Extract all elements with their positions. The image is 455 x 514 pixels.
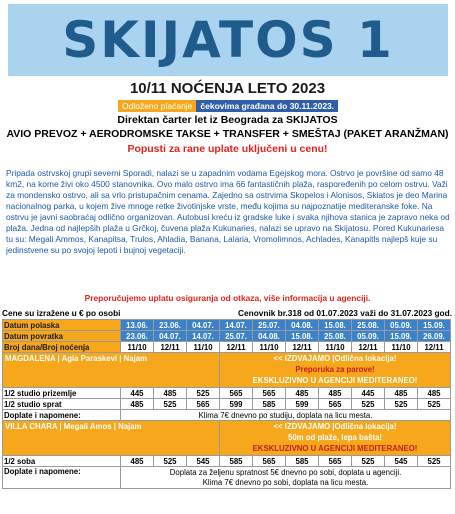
nights-row: [3, 342, 451, 353]
page-title: SKIJATOS 1: [62, 11, 394, 69]
price-cell: 445: [352, 388, 385, 399]
price-cell: 525: [352, 399, 385, 410]
hotel2-promo-line1: << IZDVAJAMO |Odlična lokacija!: [273, 422, 397, 431]
price-cell: 585: [286, 456, 319, 467]
nights-value: 12/11: [352, 342, 385, 353]
departure-date: 15.08.: [319, 320, 352, 331]
return-date: 25.08.: [319, 331, 352, 342]
nights-value: 12/11: [220, 342, 253, 353]
package-line: AVIO PREVOZ + AERODROMSKE TAKSE + TRANSFER + SMEŠTAJ (PAKET ARANŽMAN): [6, 128, 449, 140]
nights-value: 11/10: [385, 342, 418, 353]
departure-date: 13.06.: [121, 320, 154, 331]
price-cell: 485: [418, 388, 451, 399]
price-cell: 445: [121, 388, 154, 399]
price-cell: 565: [319, 456, 352, 467]
return-date: 23.06.: [121, 331, 154, 342]
price-cell: 485: [385, 388, 418, 399]
return-date: 15.08.: [286, 331, 319, 342]
departure-date: 05.09.: [385, 320, 418, 331]
nights-value: 11/10: [187, 342, 220, 353]
price-note: [2, 308, 452, 318]
table-row: [3, 399, 451, 410]
insurance-note: Preporučujemo uplatu osiguranja od otkaza, više informacija u agenciji.: [84, 293, 371, 303]
payment-promo: [118, 100, 338, 112]
hotel2-name: VILLA CHARA | Megali Amos | Najam: [3, 421, 220, 456]
departure-date: 14.07.: [220, 320, 253, 331]
hotel2-promo-line3: EKSKLUZIVNO U AGENCIJI MEDITERANEO!: [252, 444, 418, 453]
description: Pripada ostrvskoj grupi severni Sporadi, nalazi se u zapadnim vodama Egejskog mora. Ostrvo je površine od samo 48 km2, na kome živi oko 4500 stanovnika. Ovo malo ostrvo ima 66 fantastičnih plaža, raspoređenih po celom ostrvu. Važi za mondensko ostrvo, ali sa vrlo pristupačnim cenama. Zajedno sa ostrvima Skopelos i Alonisos, Skiatos je deo Marina nacionalnog parka, u kojem žive mnoge retke životinjske vrste, među kojima su najpoznatije mediteranske foke. Na ostrvu je javni saobraćaj odlično organizovan. Autobusi kreću iz gradske luke i svaka njihova stanica je zapravo neka od plaža. Jedna od najlepših plaža u Grčkoj, čuvena plaža Kukunaries, nalazi se upravo na Skijatosu. Pored Kukunariesa tu su: Megali Ammos, Kanapitsa, Trulos, Ahladia, Banana, Lalaria, Vromolimnos, Achlades, Kanapitls najlepš kuje su jedinstvene su po svojoj lepoti i bujnoj vegetaciji.: [6, 168, 450, 255]
price-cell: 485: [121, 456, 154, 467]
title-banner: [8, 4, 448, 76]
price-cell: 525: [418, 456, 451, 467]
departure-date: 04.08.: [286, 320, 319, 331]
footnote-label: Doplate i napomene:: [3, 467, 121, 489]
table-row: [3, 456, 451, 467]
nights-value: 11/10: [121, 342, 154, 353]
nights-value: 12/11: [154, 342, 187, 353]
price-note-left: Cene su izražene u € po osobi: [2, 308, 121, 318]
price-cell: 525: [154, 456, 187, 467]
hotel1-promo-line3: EKSKLUZIVNO U AGENCIJI MEDITERANEO!: [252, 376, 418, 385]
room-label: 1/2 studio sprat: [3, 399, 121, 410]
price-cell: 485: [319, 388, 352, 399]
hotel2-promo: [220, 421, 451, 456]
payment-promo-right: čekovima građana do 30.11.2023.: [196, 100, 338, 112]
return-date: 26.09.: [418, 331, 451, 342]
price-cell: 565: [187, 399, 220, 410]
price-cell: 565: [253, 456, 286, 467]
room-label: 1/2 soba: [3, 456, 121, 467]
price-cell: 565: [220, 388, 253, 399]
hotel2-promo-line2: 50m od plaže, lepa bašta!: [287, 433, 383, 442]
price-cell: 585: [253, 399, 286, 410]
return-row: [3, 331, 451, 342]
footnote-text: [121, 467, 451, 489]
price-cell: 599: [220, 399, 253, 410]
return-label: Datum povratka: [3, 331, 121, 342]
departure-date: 04.07.: [187, 320, 220, 331]
payment-promo-left: Odloženo plaćanje: [118, 100, 196, 112]
subtitle: 10/11 NOĆENJA LETO 2023: [129, 80, 326, 97]
hotel2-footnote-row: [3, 467, 451, 489]
price-cell: 525: [187, 388, 220, 399]
hotel1-promo-line2: Preporuka za parove!: [295, 365, 375, 374]
price-cell: 565: [253, 388, 286, 399]
return-date: 15.09.: [385, 331, 418, 342]
departure-date: 15.09.: [418, 320, 451, 331]
price-cell: 545: [385, 456, 418, 467]
nights-value: 12/11: [418, 342, 451, 353]
hotel1-promo: [220, 353, 451, 388]
nights-label: Broj dana/Broj noćenja: [3, 342, 121, 353]
price-cell: 525: [418, 399, 451, 410]
price-cell: 525: [352, 456, 385, 467]
departure-date: 25.07.: [253, 320, 286, 331]
departure-row: [3, 320, 451, 331]
discount-line: Popusti za rane uplate uključeni u cenu!: [127, 143, 328, 155]
price-table: [2, 319, 451, 489]
price-cell: 585: [220, 456, 253, 467]
footnote-line2: Klima 7€ dnevno po sobi, doplata na licu mesta.: [202, 477, 369, 487]
price-cell: 599: [286, 399, 319, 410]
nights-value: 11/10: [319, 342, 352, 353]
hotel1-header: [3, 353, 451, 388]
nights-value: 11/10: [253, 342, 286, 353]
price-cell: 525: [385, 399, 418, 410]
price-cell: 485: [154, 388, 187, 399]
return-date: 05.09.: [352, 331, 385, 342]
hotel1-promo-line1: << IZDVAJAMO |Odlična lokacija!: [273, 354, 397, 363]
footnote-text: Klima 7€ dnevno po studiju, doplata na licu mesta.: [121, 410, 451, 421]
price-cell: 485: [121, 399, 154, 410]
table-row: [3, 388, 451, 399]
return-date: 04.07.: [154, 331, 187, 342]
price-cell: 565: [319, 399, 352, 410]
return-date: 04.08.: [253, 331, 286, 342]
hotel1-name: MAGDALENA | Agia Paraskevi | Najam: [3, 353, 220, 388]
footnote-label: Doplate i napomene:: [3, 410, 121, 421]
price-note-right: Cenovnik br.318 od 01.07.2023 važi do 31.07.2023 god.: [238, 308, 452, 318]
departure-date: 23.06.: [154, 320, 187, 331]
price-cell: 545: [187, 456, 220, 467]
footnote-line1: Doplata za željenu spratnost 5€ dnevno po sobi, doplata u agenciji.: [169, 467, 402, 477]
hotel2-header: [3, 421, 451, 456]
return-date: 25.07.: [220, 331, 253, 342]
departure-label: Datum polaska: [3, 320, 121, 331]
hotel1-footnote-row: [3, 410, 451, 421]
departure-date: 25.08.: [352, 320, 385, 331]
price-cell: 485: [286, 388, 319, 399]
return-date: 14.07.: [187, 331, 220, 342]
price-cell: 525: [154, 399, 187, 410]
room-label: 1/2 studio prizemlje: [3, 388, 121, 399]
nights-value: 12/11: [286, 342, 319, 353]
flight-line: Direktan čarter let iz Beograda za SKIJATOS: [117, 114, 338, 126]
